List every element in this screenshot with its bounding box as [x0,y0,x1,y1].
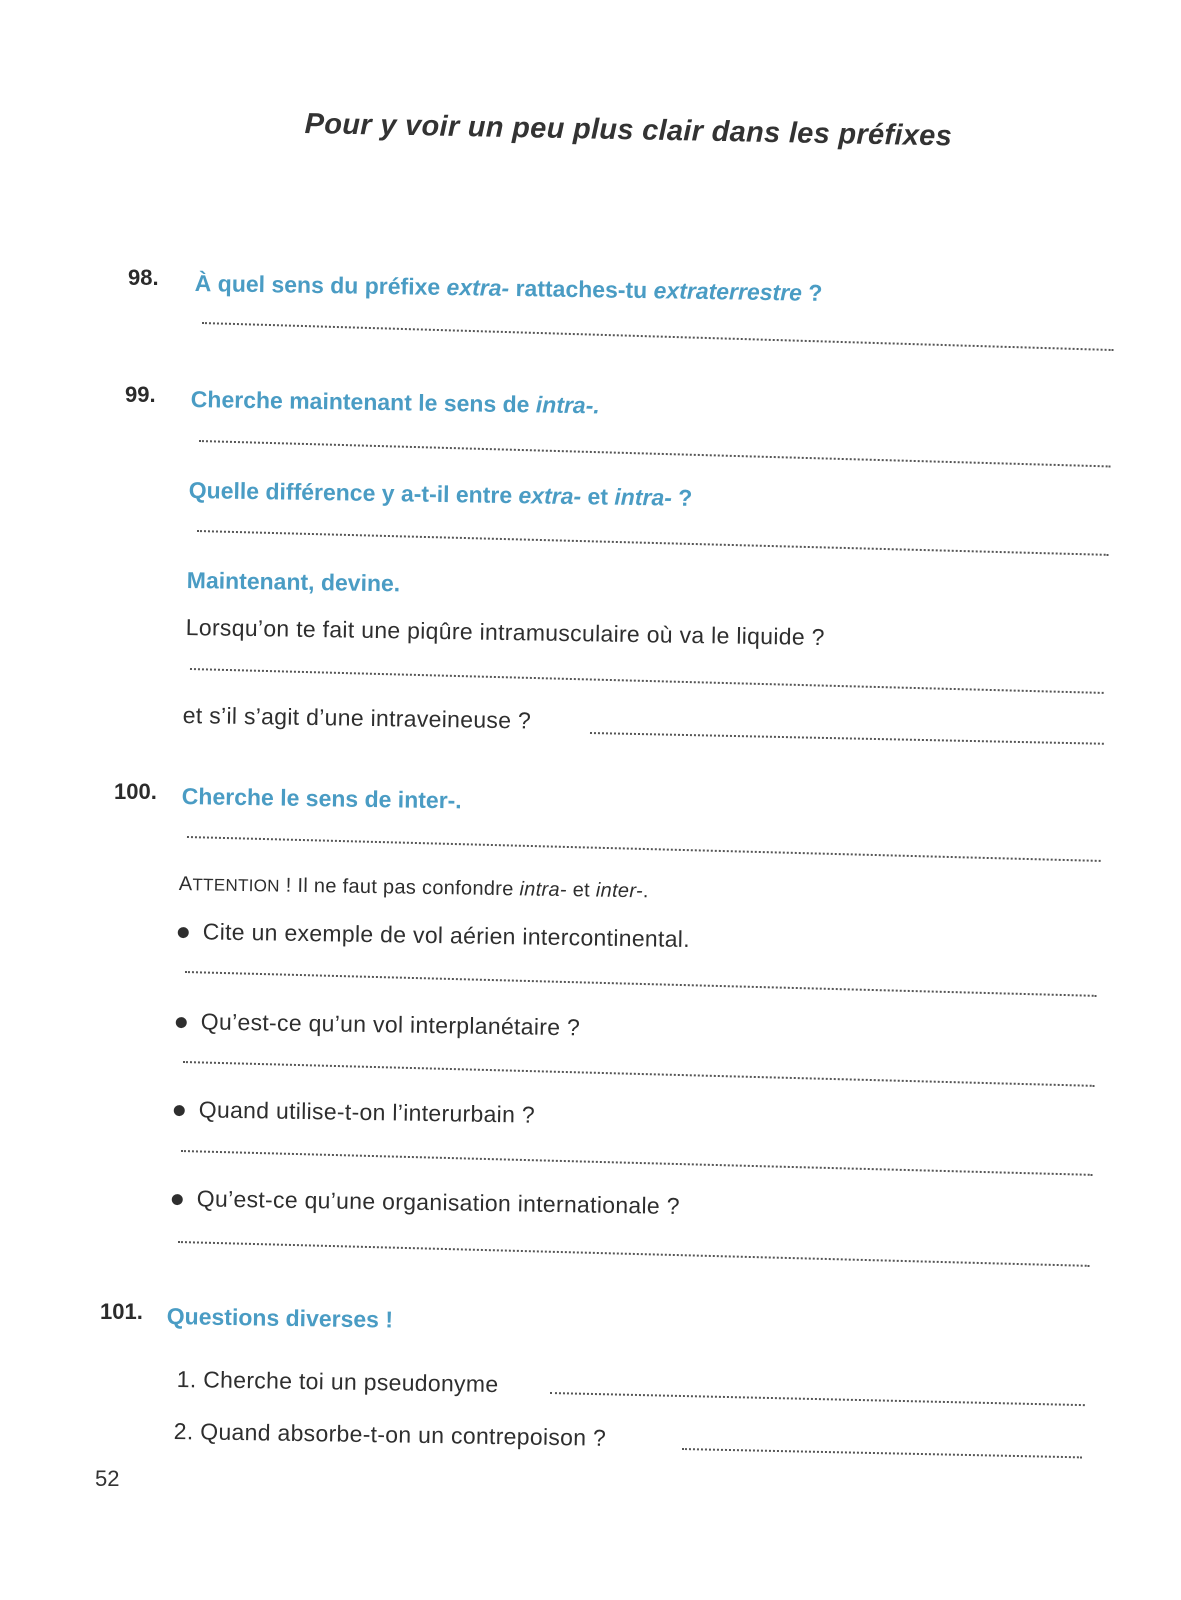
answer-line-101b[interactable] [682,1448,1082,1458]
question-99-text: Cherche maintenant le sens de intra-. [190,386,600,419]
answer-line-99a[interactable] [199,440,1111,467]
question-100-text: Cherche le sens de inter-. [181,783,462,814]
attention-note: ATTENTION ! Il ne faut pas confondre intra- et inter-. [178,873,649,903]
answer-line-99d[interactable] [590,732,1104,745]
answer-line-100d[interactable] [181,1150,1093,1176]
question-99-devine: Maintenant, devine. [186,567,401,597]
bullet-icon [172,1194,183,1205]
question-number-101: 101. [100,1299,143,1324]
bullet-icon [174,1105,185,1116]
question-99-sub2: et s’il s’agit d’une intraveineuse ? [182,702,532,734]
page-title: Pour y voir un peu plus clair dans les préfixes [304,108,953,153]
answer-line-101a[interactable] [550,1392,1085,1406]
question-number-99: 99. [125,382,156,407]
answer-line-100c[interactable] [183,1061,1095,1087]
bullet-icon [178,927,189,938]
bullet-item-4: Qu’est-ce qu’une organisation internationale ? [172,1185,680,1220]
answer-line-100e[interactable] [178,1241,1090,1267]
list-item-2: 2. Quand absorbe-t-on un contrepoison ? [173,1418,607,1451]
bullet-item-1: Cite un exemple de vol aérien intercontinental. [178,918,691,953]
bullet-item-2: Qu’est-ce qu’un vol interplanétaire ? [176,1008,581,1041]
bullet-item-3: Quand utilise-t-on l’interurbain ? [174,1096,536,1129]
list-item-1: 1. Cherche toi un pseudonyme [176,1366,499,1398]
answer-line-98[interactable] [202,322,1114,351]
question-number-100: 100. [114,779,157,804]
answer-line-99b[interactable] [197,530,1109,556]
bullet-icon [176,1017,187,1028]
question-101-text: Questions diverses ! [166,1303,394,1333]
question-99-difference: Quelle différence y a-t-il entre extra- et intra- ? [188,477,693,511]
page-number: 52 [95,1466,120,1491]
answer-line-100b[interactable] [185,971,1097,997]
question-number-98: 98. [128,265,159,290]
answer-line-100a[interactable] [187,836,1101,862]
answer-line-99c[interactable] [190,668,1104,694]
question-99-sub1: Lorsqu’on te fait une piqûre intramusculaire où va le liquide ? [185,614,825,651]
question-98-text: À quel sens du préfixe extra- rattaches-tu extraterrestre ? [194,270,823,306]
